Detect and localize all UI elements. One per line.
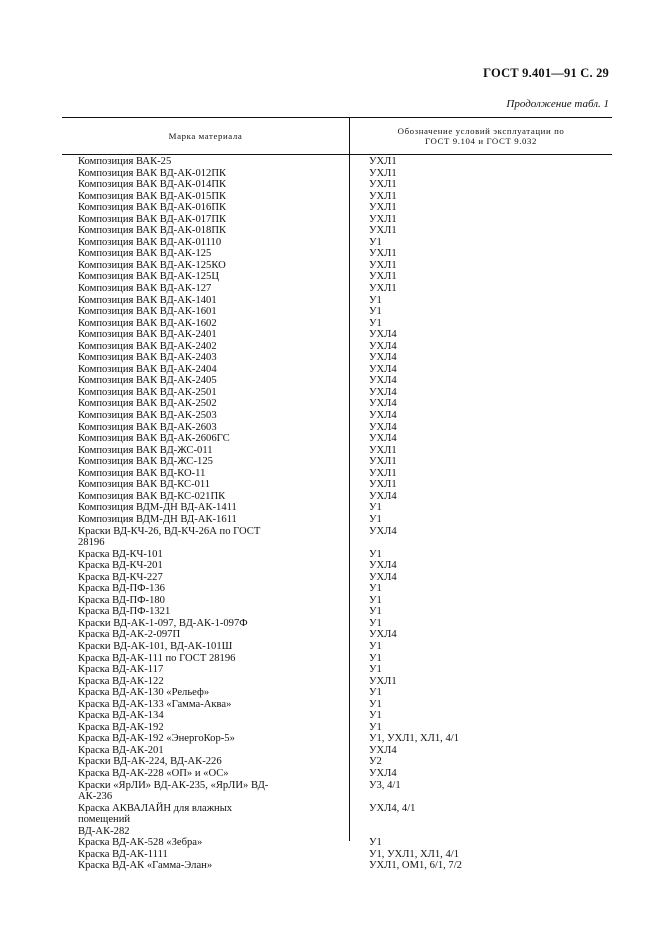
table-row: [62, 502, 612, 514]
table-row: [62, 583, 612, 595]
condition-cell: УХЛ1: [369, 467, 397, 479]
condition-cell: УХЛ4: [369, 421, 397, 433]
table-row: [62, 248, 612, 260]
material-cell: Композиция ВАК ВД-АК-125Ц: [78, 271, 219, 283]
table-row: [62, 687, 612, 699]
condition-cell: УХЛ1: [369, 225, 397, 237]
table-row: [62, 410, 612, 422]
material-cell: Композиция ВАК ВД-АК-01110: [78, 236, 222, 248]
condition-cell: У1: [369, 306, 382, 318]
material-cell: Краска ВД-ПФ-180: [78, 594, 165, 606]
table-row: [62, 375, 612, 387]
material-cell: Краска ВД-АК-2-097П: [78, 629, 181, 641]
condition-cell: УХЛ4: [369, 375, 397, 387]
material-cell: Композиция ВАК ВД-АК-2405: [78, 375, 217, 387]
material-cell: ВД-АК-282: [78, 825, 130, 837]
material-cell: Композиция ВАК ВД-АК-2404: [78, 363, 217, 375]
condition-cell: УХЛ4: [369, 352, 397, 364]
table-row: [62, 572, 612, 584]
condition-cell: УХЛ1: [369, 444, 397, 456]
condition-cell: УХЛ1: [369, 202, 397, 214]
material-cell: Краска ВД-АК-122: [78, 675, 164, 687]
condition-cell: У1: [369, 698, 382, 710]
table-row: [62, 364, 612, 376]
material-cell: Композиция ВАК ВД-АК-2501: [78, 386, 217, 398]
table-row: [62, 710, 612, 722]
condition-cell: УХЛ1, ОМ1, 6/1, 7/2: [369, 860, 462, 872]
table-row: [62, 641, 612, 653]
condition-cell: УХЛ1: [369, 213, 397, 225]
condition-cell: У1: [369, 652, 382, 664]
condition-cell: У1: [369, 687, 382, 699]
condition-cell: УХЛ4: [369, 363, 397, 375]
table-row: [62, 422, 612, 434]
material-cell: Композиция ВАК ВД-КС-021ПК: [78, 490, 226, 502]
condition-cell: У1: [369, 837, 382, 849]
table-row: [62, 780, 612, 803]
table-row: [62, 387, 612, 399]
material-cell: Композиция ВАК ВД-АК-1601: [78, 306, 217, 318]
material-cell: Краски «ЯрЛИ» ВД-АК-235, «ЯрЛИ» ВД-АК-236: [78, 779, 269, 803]
material-cell: Краски ВД-КЧ-26, ВД-КЧ-26А по ГОСТ 28196: [78, 525, 261, 549]
condition-cell: У1: [369, 513, 382, 525]
table-row: [62, 618, 612, 630]
material-cell: Краска ВД-АК-528 «Зебра»: [78, 837, 203, 849]
condition-cell: У1: [369, 594, 382, 606]
condition-cell: УХЛ4: [369, 629, 397, 641]
table-row: [62, 318, 612, 330]
material-cell: Композиция ВАК ВД-ЖС-011: [78, 444, 213, 456]
table-row: [62, 468, 612, 480]
column-header-conditions: Обозначение условий эксплуатации по ГОСТ 9.104 и ГОСТ 9.032: [397, 125, 565, 146]
table-row: [62, 745, 612, 757]
condition-cell: У1: [369, 502, 382, 514]
condition-cell: УХЛ4: [369, 571, 397, 583]
material-cell: Композиция ВАК ВД-АК-1401: [78, 294, 217, 306]
material-cell: Композиция ВАК ВД-АК-2603: [78, 421, 217, 433]
condition-cell: У1: [369, 721, 382, 733]
table-row: [62, 398, 612, 410]
material-cell: Композиция ВАК ВД-АК-015ПК: [78, 190, 227, 202]
table-row: [62, 756, 612, 768]
condition-cell: УХЛ1: [369, 259, 397, 271]
material-cell: Краска ВД-АК-228 «ОП» и «ОС»: [78, 767, 229, 779]
table-row: [62, 329, 612, 341]
condition-cell: У1, УХЛ1, ХЛ1, 4/1: [369, 733, 459, 745]
condition-cell: УХЛ4: [369, 410, 397, 422]
material-cell: Краска ВД-АК-192 «ЭнергоКор-5»: [78, 733, 235, 745]
table-row: [62, 214, 612, 226]
material-cell: Краска ВД-АК-1111: [78, 848, 168, 860]
column-header-material: Марка материала: [168, 130, 243, 141]
material-cell: Композиция ВАК ВД-АК-016ПК: [78, 202, 227, 214]
material-cell: Композиция ВАК ВД-КО-11: [78, 467, 206, 479]
condition-cell: У2: [369, 756, 382, 768]
material-cell: Краска ВД-АК-201: [78, 744, 164, 756]
table-row: [62, 526, 612, 549]
table-row: [62, 860, 612, 872]
condition-cell: У1: [369, 236, 382, 248]
condition-cell: УХЛ1: [369, 271, 397, 283]
material-cell: Краска ВД-КЧ-101: [78, 548, 163, 560]
table-row: [62, 283, 612, 295]
condition-cell: УХЛ1: [369, 283, 397, 295]
material-cell: Композиция ВАК ВД-АК-125: [78, 248, 212, 260]
material-cell: Композиция ВАК ВД-АК-014ПК: [78, 179, 227, 191]
table-row: [62, 664, 612, 676]
table-body: [62, 156, 612, 872]
material-cell: Композиция ВАК ВД-КС-011: [78, 479, 211, 491]
table-row: [62, 191, 612, 203]
material-cell: Композиция ВАК-25: [78, 156, 172, 167]
table-row: [62, 849, 612, 861]
condition-cell: УХЛ4: [369, 744, 397, 756]
material-cell: Композиция ВАК ВД-АК-125КО: [78, 259, 226, 271]
table-row: [62, 549, 612, 561]
material-cell: Композиция ВАК ВД-АК-1602: [78, 317, 217, 329]
material-cell: Краска ВД-КЧ-227: [78, 571, 163, 583]
table-header-rule: [62, 154, 612, 155]
condition-cell: УХЛ4: [369, 340, 397, 352]
condition-cell: УХЛ1: [369, 179, 397, 191]
condition-cell: У1: [369, 640, 382, 652]
table-row: [62, 225, 612, 237]
material-cell: Краска ВД-КЧ-201: [78, 560, 163, 572]
material-cell: Композиция ВДМ-ДН ВД-АК-1411: [78, 502, 237, 514]
table-row: [62, 271, 612, 283]
table-row: [62, 803, 612, 826]
table-row: [62, 826, 612, 838]
material-cell: Краска ВД-АК-130 «Рельеф»: [78, 687, 210, 699]
material-cell: Краски ВД-АК-101, ВД-АК-101Ш: [78, 640, 233, 652]
page-header-code: ГОСТ 9.401—91 С. 29: [483, 66, 609, 80]
condition-cell: [282, 826, 369, 838]
table-row: [62, 653, 612, 665]
condition-cell: УХЛ1: [369, 675, 397, 687]
table-row: [62, 179, 612, 191]
material-cell: Краска ВД-АК-192: [78, 721, 164, 733]
table-row: [62, 733, 612, 745]
material-cell: Краска ВД-АК-117: [78, 664, 164, 676]
material-cell: Краска АКВАЛАЙН для влажных помещений: [78, 802, 233, 826]
table-row: [62, 295, 612, 307]
material-cell: Краска ВД-АК-111 по ГОСТ 28196: [78, 652, 236, 664]
material-cell: Краска ВД-АК-133 «Гамма-Аква»: [78, 698, 232, 710]
condition-cell: У3, 4/1: [369, 779, 401, 791]
condition-cell: У1, УХЛ1, ХЛ1, 4/1: [369, 848, 459, 860]
condition-cell: УХЛ1: [369, 248, 397, 260]
condition-cell: УХЛ1: [369, 190, 397, 202]
condition-cell: У1: [369, 710, 382, 722]
table-row: [62, 479, 612, 491]
material-cell: Композиция ВАК ВД-АК-012ПК: [78, 167, 227, 179]
condition-cell: У1: [369, 317, 382, 329]
table-row: [62, 722, 612, 734]
condition-cell: УХЛ4: [369, 767, 397, 779]
table-row: [62, 514, 612, 526]
table-row: [62, 202, 612, 214]
condition-cell: УХЛ4: [369, 433, 397, 445]
material-cell: Композиция ВАК ВД-АК-018ПК: [78, 225, 227, 237]
condition-cell: У1: [369, 664, 382, 676]
condition-cell: УХЛ4: [369, 329, 397, 341]
table-row: [62, 456, 612, 468]
material-cell: Композиция ВДМ-ДН ВД-АК-1611: [78, 513, 237, 525]
table-row: [62, 260, 612, 272]
material-cell: Композиция ВАК ВД-АК-2606ГС: [78, 433, 230, 445]
material-cell: Краска ВД-АК-134: [78, 710, 164, 722]
material-cell: Краски ВД-АК-224, ВД-АК-226: [78, 756, 222, 768]
table-row: [62, 606, 612, 618]
condition-cell: УХЛ4: [369, 525, 397, 537]
table-row: [62, 237, 612, 249]
material-cell: Композиция ВАК ВД-АК-2502: [78, 398, 217, 410]
condition-cell: УХЛ4: [369, 386, 397, 398]
condition-cell: У1: [369, 617, 382, 629]
material-cell: Композиция ВАК ВД-АК-017ПК: [78, 213, 227, 225]
material-cell: Композиция ВАК ВД-ЖС-125: [78, 456, 213, 468]
table-row: [62, 560, 612, 572]
material-cell: Композиция ВАК ВД-АК-2401: [78, 329, 217, 341]
material-cell: Композиция ВАК ВД-АК-2403: [78, 352, 217, 364]
table-row: [62, 156, 612, 168]
material-cell: Композиция ВАК ВД-АК-127: [78, 283, 212, 295]
table-row: [62, 491, 612, 503]
table-row: [62, 341, 612, 353]
condition-cell: УХЛ1: [369, 456, 397, 468]
table-row: [62, 837, 612, 849]
material-cell: Краски ВД-АК-1-097, ВД-АК-1-097Ф: [78, 617, 248, 629]
condition-cell: У1: [369, 583, 382, 595]
condition-cell: УХЛ1: [369, 479, 397, 491]
condition-cell: УХЛ4: [369, 490, 397, 502]
condition-cell: УХЛ4: [369, 398, 397, 410]
table-row: [62, 595, 612, 607]
material-cell: Краска ВД-ПФ-136: [78, 583, 165, 595]
material-cell: Композиция ВАК ВД-АК-2503: [78, 410, 217, 422]
table-row: [62, 445, 612, 457]
table-row: [62, 699, 612, 711]
table-continuation-label: Продолжение табл. 1: [506, 98, 609, 110]
table-row: [62, 629, 612, 641]
table-row: [62, 306, 612, 318]
material-cell: Краска ВД-АК «Гамма-Элан»: [78, 860, 213, 872]
table-row: [62, 768, 612, 780]
table-row: [62, 433, 612, 445]
table-row: [62, 676, 612, 688]
condition-cell: УХЛ4, 4/1: [369, 802, 416, 814]
condition-cell: УХЛ4: [369, 560, 397, 572]
material-cell: Краска ВД-ПФ-1321: [78, 606, 171, 618]
condition-cell: У1: [369, 548, 382, 560]
condition-cell: УХЛ1: [369, 156, 397, 167]
table-row: [62, 168, 612, 180]
condition-cell: УХЛ1: [369, 167, 397, 179]
material-cell: Композиция ВАК ВД-АК-2402: [78, 340, 217, 352]
condition-cell: У1: [369, 294, 382, 306]
table-row: [62, 352, 612, 364]
condition-cell: У1: [369, 606, 382, 618]
